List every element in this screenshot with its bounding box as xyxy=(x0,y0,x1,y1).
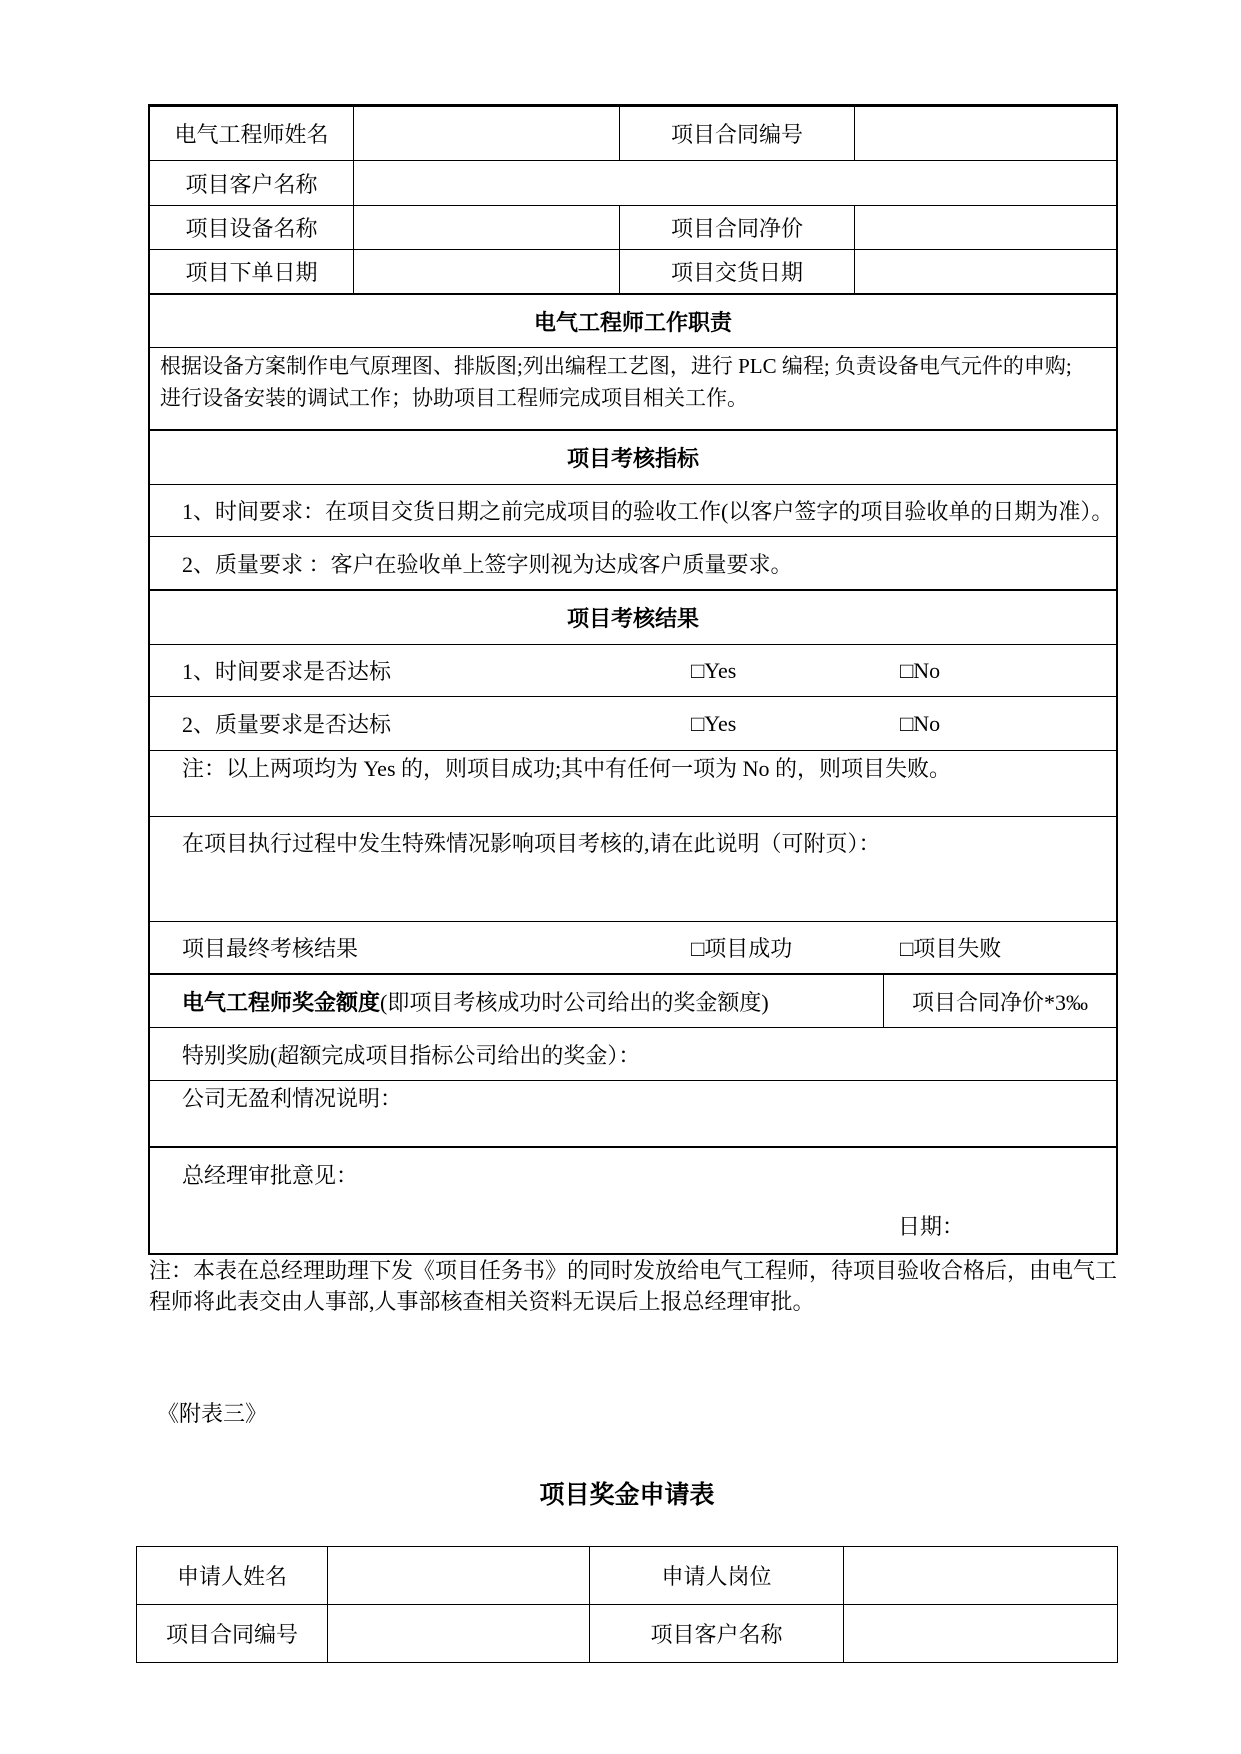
special-case-explanation[interactable]: 在项目执行过程中发生特殊情况影响项目考核的,请在此说明（可附页）： xyxy=(182,831,881,856)
table-row xyxy=(150,348,1116,431)
gm-approval-label: 总经理审批意见： xyxy=(182,1163,359,1188)
footnote xyxy=(149,1255,1117,1317)
table-row xyxy=(150,206,1116,250)
project-success-checkbox[interactable]: □项目成功 xyxy=(691,936,793,961)
quality-requirement-no-checkbox[interactable]: □No xyxy=(900,710,941,736)
special-reward[interactable]: 特别奖励(超额完成项目指标公司给出的奖金）： xyxy=(182,1042,641,1068)
no-profit-explanation[interactable]: 公司无盈利情况说明： xyxy=(182,1086,403,1111)
appendix-label: 《附表三》 xyxy=(157,1401,268,1426)
bonus-amount-label-bold: 电气工程师奖金额度 xyxy=(182,989,381,1015)
table-row xyxy=(137,1605,1117,1662)
time-requirement-result-label: 1、时间要求是否达标 xyxy=(182,659,392,684)
table-row xyxy=(150,431,1116,485)
bonus-application-table xyxy=(136,1546,1118,1663)
quality-requirement-yes-checkbox[interactable]: □Yes xyxy=(691,710,737,736)
order-date-label: 项目下单日期 xyxy=(150,250,354,293)
engineer-assessment-table xyxy=(148,104,1118,1255)
footnote-line: 注：本表在总经理助理下发《项目任务书》的同时发放给电气工程师，待项目验收合格后，由电气工 xyxy=(149,1258,1118,1283)
client-name-label: 项目客户名称 xyxy=(590,1605,844,1662)
engineer-name-label: 电气工程师姓名 xyxy=(150,107,354,160)
gm-approval[interactable] xyxy=(150,1148,1116,1253)
contract-no-label: 项目合同编号 xyxy=(620,107,855,160)
contract-no-label: 项目合同编号 xyxy=(137,1605,328,1662)
kpi-time-requirement: 1、时间要求：在项目交货日期之前完成项目的验收工作(以客户签字的项目验收单的日期为准）。 xyxy=(182,499,1114,524)
table-row xyxy=(150,1148,1116,1253)
table-row xyxy=(150,751,1116,817)
table-row xyxy=(150,107,1116,161)
table-row xyxy=(150,485,1116,537)
table-row xyxy=(150,817,1116,922)
order-date-field[interactable] xyxy=(354,250,620,293)
client-name-field[interactable] xyxy=(844,1605,1117,1662)
equipment-name-field[interactable] xyxy=(354,206,620,249)
contract-no-field[interactable] xyxy=(855,107,1116,160)
table-row xyxy=(150,537,1116,591)
table-row xyxy=(150,295,1116,348)
page-title: 项目奖金申请表 xyxy=(539,1482,715,1509)
table-row xyxy=(150,645,1116,697)
bonus-amount-label-note: (即项目考核成功时公司给出的奖金额度) xyxy=(380,989,769,1015)
time-requirement-yes-checkbox[interactable]: □Yes xyxy=(691,657,737,683)
contract-net-price-field[interactable] xyxy=(855,206,1116,249)
duties-text xyxy=(150,348,1116,429)
engineer-name-field[interactable] xyxy=(354,107,620,160)
contract-no-field[interactable] xyxy=(328,1605,590,1662)
client-name-field[interactable] xyxy=(354,161,1116,205)
contract-net-price-label: 项目合同净价 xyxy=(620,206,855,249)
date-label: 日期： xyxy=(898,1214,965,1239)
table-row xyxy=(150,250,1116,295)
time-requirement-no-checkbox[interactable]: □No xyxy=(900,657,941,683)
quality-requirement-result xyxy=(150,697,1116,750)
final-result xyxy=(150,922,1116,973)
bonus-amount-label xyxy=(150,975,884,1027)
table-row xyxy=(137,1547,1117,1605)
applicant-position-label: 申请人岗位 xyxy=(590,1547,844,1604)
final-result-label: 项目最终考核结果 xyxy=(182,936,359,961)
applicant-position-field[interactable] xyxy=(844,1547,1117,1604)
table-row xyxy=(150,161,1116,206)
table-row xyxy=(150,1028,1116,1081)
delivery-date-field[interactable] xyxy=(855,250,1116,293)
equipment-name-label: 项目设备名称 xyxy=(150,206,354,249)
project-fail-checkbox[interactable]: □项目失败 xyxy=(900,936,1002,961)
table-row xyxy=(150,922,1116,975)
delivery-date-label: 项目交货日期 xyxy=(620,250,855,293)
footnote-line: 程师将此表交由人事部,人事部核查相关资料无误后上报总经理审批。 xyxy=(149,1289,815,1314)
results-note: 注：以上两项均为 Yes 的，则项目成功;其中有任何一项为 No 的，则项目失败。 xyxy=(182,756,952,781)
duties-line: 根据设备方案制作电气原理图、排版图;列出编程工艺图，进行 PLC 编程; 负责设备电气元件的申购; xyxy=(160,354,1072,378)
duties-heading: 电气工程师工作职责 xyxy=(533,309,732,335)
results-heading: 项目考核结果 xyxy=(566,606,699,631)
kpi-heading: 项目考核指标 xyxy=(566,446,699,471)
table-row xyxy=(150,697,1116,751)
table-row xyxy=(150,591,1116,645)
client-name-label: 项目客户名称 xyxy=(150,161,354,205)
applicant-name-field[interactable] xyxy=(328,1547,590,1604)
applicant-name-label: 申请人姓名 xyxy=(137,1547,328,1604)
duties-line: 进行设备安装的调试工作；协助项目工程师完成项目相关工作。 xyxy=(160,386,748,410)
table-row xyxy=(150,1081,1116,1148)
quality-requirement-result-label: 2、质量要求是否达标 xyxy=(182,712,392,737)
bonus-amount-value: 项目合同净价*3‰ xyxy=(911,989,1088,1015)
time-requirement-result xyxy=(150,645,1116,696)
kpi-quality-requirement: 2、质量要求 ：客户在验收单上签字则视为达成客户质量要求。 xyxy=(182,551,793,577)
table-row xyxy=(150,975,1116,1028)
